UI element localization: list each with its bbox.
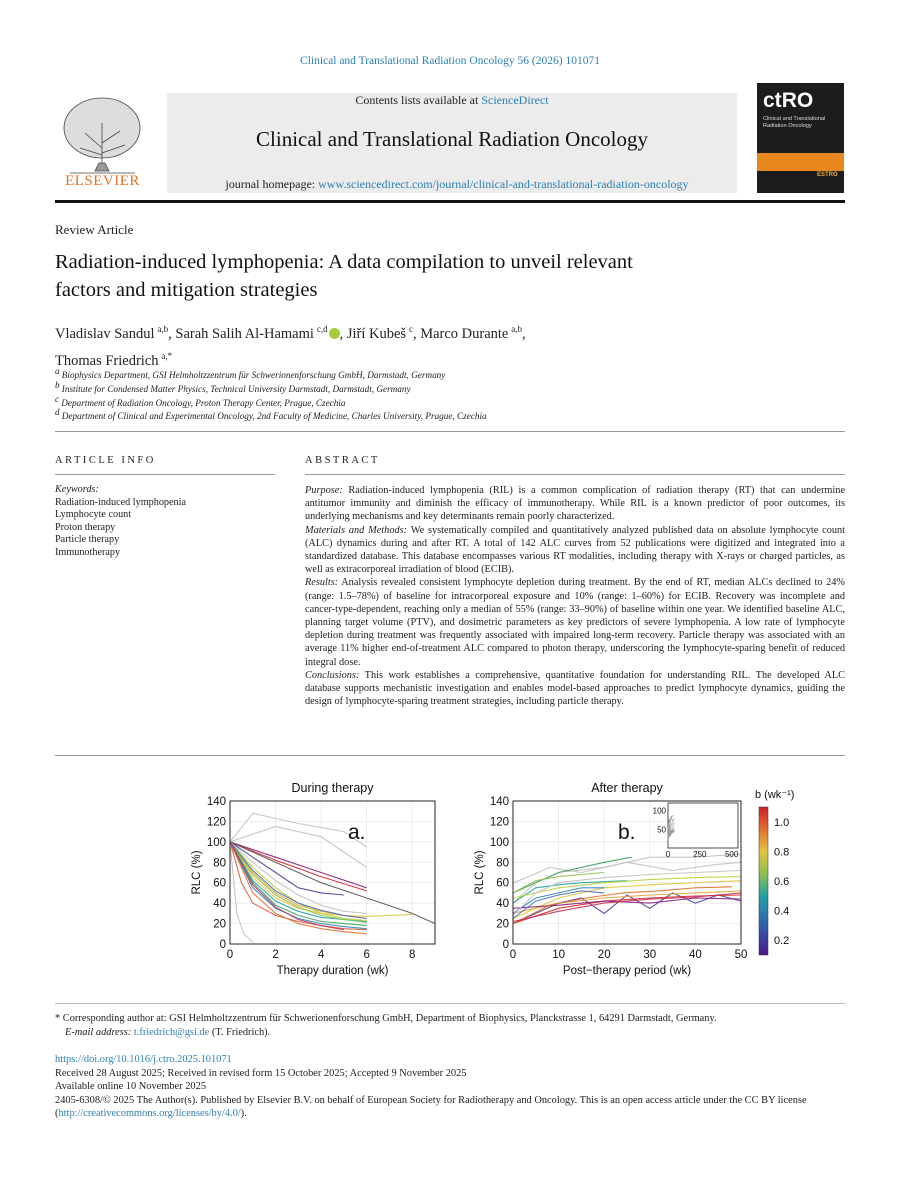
affiliation: $^b$ Institute for Condensed Matter Physics, Technical University Darmstadt, Darmstadt, Germany — [55, 380, 411, 395]
inset-y-tick: 50 — [657, 825, 666, 835]
colorbar-tick-label: 0.6 — [774, 876, 790, 888]
cover-badge: ESTRO — [817, 172, 838, 178]
x-tick-label: 2 — [272, 949, 279, 961]
series-line — [513, 893, 741, 922]
colorbar-tick-label: 0.2 — [774, 935, 790, 948]
author[interactable]: Vladislav Sandul $^{a,b}$ — [55, 324, 169, 342]
x-tick-label: 6 — [363, 949, 370, 961]
colorbar-tick-label: 0.8 — [774, 846, 790, 859]
graphical-abstract — [191, 775, 815, 985]
affiliation: $^c$ Department of Radiation Oncology, Proton Therapy Center, Prague, Czechia — [55, 394, 346, 409]
author[interactable]: Sarah Salih Al-Hamami $^{c,d}$ — [175, 324, 328, 342]
y-tick-label: 20 — [213, 918, 226, 931]
y-tick-label: 40 — [496, 898, 509, 911]
inset-frame — [668, 803, 738, 848]
elsevier-wordmark: ELSEVIER — [65, 173, 140, 189]
x-tick-label: 4 — [317, 949, 325, 961]
article-info-heading: ARTICLE INFO — [55, 455, 156, 466]
x-tick-label: 40 — [689, 949, 702, 961]
journal-homepage-line: journal homepage: www.sciencedirect.com/journal/clinical-and-translational-radiation-oncology — [225, 177, 689, 191]
keyword: Radiation-induced lymphopenia — [55, 496, 186, 508]
license-text: 2405-6308/© 2025 The Author(s). Published by Elsevier B.V. on behalf of European Society for Radiotherapy and Oncology. This is an open access article under the CC BY license (http://creativecommons.org/licenses/by/4.0/). — [55, 1094, 807, 1119]
doi-link[interactable]: https://doi.org/10.1016/j.ctro.2025.101071 — [55, 1054, 232, 1065]
y-tick-label: 60 — [496, 877, 509, 890]
license-link[interactable]: http://creativecommons.org/licenses/by/4.0/ — [58, 1108, 241, 1119]
keywords-block — [55, 484, 275, 559]
inset-x-tick: 0 — [665, 850, 671, 859]
online-date: Available online 10 November 2025 — [55, 1081, 207, 1092]
divider — [55, 474, 275, 475]
x-tick-label: 10 — [552, 949, 565, 961]
abstract-methods: Materials and Methods: We systematically compiled and quantitatively analyzed published data on absolute lymphocyte count (ALC) dynamics during and after RT. A total of 142 ALC curves from 52 publications were digitized and integrated into a standardized database. This database encompasses various RT modalities, including therapy with X-rays or charged particles, as well as extracorporeal irradiation of blood (ECIB). — [305, 524, 845, 576]
y-tick-label: 0 — [502, 939, 509, 951]
cover-subtitle: Clinical and Translational Radiation Oncology — [763, 116, 826, 129]
abstract-purpose: Purpose: Radiation-induced lymphopenia (RIL) is a common complication of radiation therapy (RT) that can undermine antitumor immunity and diminish the efficacy of immunotherapy. While RIL is a known predictor of poor outcomes, its underlying mechanisms and key determinants remain poorly characterized. — [305, 485, 846, 523]
x-tick-label: 50 — [734, 949, 748, 961]
chart-title: During therapy — [291, 781, 374, 795]
y-tick-label: 80 — [496, 857, 509, 870]
abstract-conclusions: Conclusions: This work establishes a comprehensive, quantitative foundation for understanding RIL. The developed ALC database supports mechanistic investigation and enables model-based approaches to predict lymphocyte dynamics, guiding the design of lymphocyte-sparing treatment strategies, including particle therapy. — [305, 669, 845, 708]
keyword: Particle therapy — [55, 534, 120, 545]
keyword: Lymphocyte count — [55, 509, 132, 520]
y-tick-label: 120 — [206, 816, 226, 829]
inset-y-tick: 100 — [652, 806, 666, 816]
y-tick-label: 120 — [489, 816, 509, 829]
elsevier-logo[interactable] — [55, 93, 150, 193]
header-rule — [55, 200, 845, 203]
author[interactable]: Marco Durante $^{a,b}$ — [420, 324, 523, 342]
author[interactable]: Jiří Kubeš $^c$ — [346, 324, 413, 342]
keyword: Proton therapy — [55, 521, 116, 533]
panel-label: a. — [348, 821, 366, 844]
journal-homepage-link[interactable]: www.sciencedirect.com/journal/clinical-and-translational-radiation-oncology — [318, 177, 689, 191]
panel-label: b. — [618, 821, 636, 844]
article-title: Radiation-induced lymphopenia: A data compilation to unveil relevant factors and mitigation strategies — [55, 251, 633, 301]
email-link[interactable]: t.friedrich@gsi.de — [133, 1027, 210, 1038]
x-axis-label: Post−therapy period (wk) — [562, 965, 692, 977]
colorbar-label: b (wk⁻¹) — [755, 789, 795, 801]
author-list: Vladislav Sandul $^{a,b}$, Sarah Salih Al-Hamami $^{c,d}$ , Jiří Kubeš $^c$, Marco Durante $^{a,b}$, Thomas Friedrich $^{a,*}$ — [55, 324, 526, 369]
journal-cover[interactable] — [757, 83, 844, 193]
sciencedirect-link[interactable]: ScienceDirect — [481, 93, 549, 107]
divider — [55, 755, 845, 756]
abstract-heading: ABSTRACT — [305, 455, 380, 466]
cover-band — [757, 153, 844, 171]
divider — [305, 474, 845, 475]
publication-info — [55, 1053, 845, 1121]
abstract-body — [305, 484, 845, 708]
y-tick-label: 0 — [219, 939, 226, 951]
affiliation: $^a$ Biophysics Department, GSI Helmholtzzentrum für Schwerionenforschung GmbH, Darmstadt, Germany — [55, 366, 446, 381]
contents-line: Contents lists available at ScienceDirect — [355, 93, 549, 107]
colorbar — [759, 807, 768, 955]
y-tick-label: 40 — [213, 898, 226, 911]
y-tick-label: 20 — [496, 918, 509, 931]
colorbar-tick-label: 0.4 — [774, 905, 790, 918]
author[interactable]: Thomas Friedrich $^{a,*}$ — [55, 350, 173, 369]
inset-x-tick: 500 — [724, 850, 739, 859]
y-axis-label: RLC (%) — [191, 850, 203, 895]
y-tick-label: 100 — [206, 836, 226, 849]
x-tick-label: 20 — [597, 949, 611, 961]
chart-title: After therapy — [591, 781, 663, 795]
x-tick-label: 0 — [226, 949, 234, 961]
y-axis-label: RLC (%) — [474, 850, 486, 895]
keywords-label: Keywords: — [55, 484, 99, 495]
abstract-results: Results: Analysis revealed consistent lymphocyte depletion during treatment. By the end of RT, median ALCs declined to 24% (range: 1.5–78%) of baseline for intracorporeal exposure and 10% (range: 1–60%) for ECIB. Recovery was incomplete and cancer-type-dependent, reaching only a median of 55% (range: 33–90%) of baseline within one year. We identified baseline ALC, planning target volume (PTV), and dosimetric parameters as key predictors of severe lymphopenia. A low rate of lymphocyte depletion during treatment was frequently associated with impaired long-term recovery. Particle therapy was associated with an average 11% higher end-of-treatment ALC compared to photon therapy, underscoring the lymphocyte-sparing benefit of reduced integral dose. — [305, 577, 845, 668]
y-tick-label: 140 — [206, 796, 226, 808]
y-tick-label: 60 — [213, 877, 226, 890]
x-tick-label: 0 — [509, 949, 517, 961]
x-tick-label: 8 — [409, 949, 416, 961]
y-tick-label: 140 — [489, 796, 509, 808]
colorbar-tick-label: 1.0 — [774, 816, 790, 829]
journal-citation[interactable]: Clinical and Translational Radiation Oncology 56 (2026) 101071 — [300, 55, 600, 67]
inset-x-tick: 250 — [693, 850, 707, 859]
journal-banner — [167, 93, 737, 193]
y-tick-label: 80 — [213, 857, 226, 870]
x-axis-label: Therapy duration (wk) — [276, 965, 389, 977]
divider — [55, 1003, 845, 1004]
orcid-icon[interactable] — [329, 328, 340, 339]
divider — [55, 431, 845, 432]
y-tick-label: 100 — [489, 836, 509, 849]
x-tick-label: 30 — [643, 949, 657, 961]
figure-svg — [191, 775, 815, 985]
received-dates: Received 28 August 2025; Received in revised form 15 October 2025; Accepted 9 November 2025 — [55, 1067, 467, 1079]
cover-logo: ctRO — [763, 89, 814, 112]
journal-title: Clinical and Translational Radiation Oncology — [256, 127, 648, 151]
article-type: Review Article — [55, 222, 134, 237]
corresponding-footnote: * Corresponding author at: GSI Helmholtzzentrum für Schwerionenforschung GmbH, Department of Biophysics, Planckstrasse 1, 64291 Darmstadt, Germany. E-mail address: t.friedrich@gsi.de (T. Friedrich). — [55, 1013, 717, 1038]
affiliation: $^d$ Department of Clinical and Experimental Oncology, 2nd Faculty of Medicine, Charles University, Prague, Czechia — [55, 407, 487, 422]
keyword: Immunotherapy — [55, 546, 121, 558]
